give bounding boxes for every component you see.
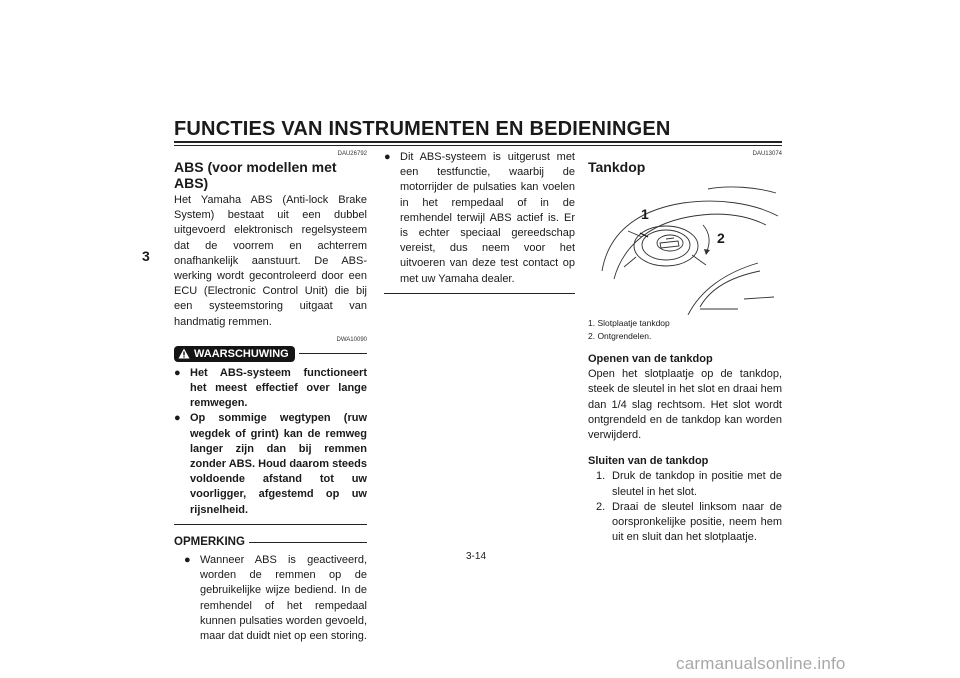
title-rule-thin [174, 145, 782, 146]
abs-intro: Het Yamaha ABS (Anti-lock Brake System) bestaat uit een dubbel uitgevoerd elektronisch regelsysteem dat de voorrem en achterrem onafhankelijk aanstuurt. De ABS-werking wordt gecontroleerd door een ECU (Electronic Control Unit) die bij een systeemstoring uitgaat van handmatig remmen. [174, 194, 367, 328]
note-item: ● Wanneer ABS is geactiveerd, worden de remmen op de gebruikelijke wijze bediend. In de remhendel of het rempedaal kunnen pulsaties worden gevoeld, maar dat duidt niet op een storing. [184, 554, 367, 643]
title-rule [174, 141, 782, 143]
warning-badge [174, 346, 295, 362]
warning-box [174, 336, 367, 525]
warning-end-rule [174, 524, 367, 525]
abs-heading: ABS (voor modellen met ABS) [174, 159, 337, 191]
note-list [174, 553, 367, 644]
column-left [174, 150, 367, 644]
open-heading: Openen van de tankdop [588, 353, 713, 365]
warning-header [174, 346, 367, 362]
warning-label: WAARSCHUWING [194, 347, 289, 360]
page-title: FUNCTIES VAN INSTRUMENTEN EN BEDIENINGEN [174, 118, 671, 140]
section-code: DAU13074 [752, 151, 782, 157]
note-header [174, 535, 367, 550]
page-number: 3-14 [466, 551, 487, 562]
note-list-continued [384, 150, 575, 287]
note-label: OPMERKING [174, 535, 245, 548]
fuel-tank-drawing [588, 181, 782, 315]
note-item: ● Dit ABS-systeem is uitgerust met een testfunctie, waarbij de motorrijder de pulsaties kan voelen in het rempedaal of in de remhendel terwijl ABS actief is. Er is echter speciaal gereedschap vereist, dus neem voor het uitvoeren van deze test contact op met uw Yamaha dealer. [384, 151, 575, 285]
warning-item: ● Het ABS-systeem functioneert het meest effectief over lange remwegen. [174, 366, 367, 410]
note-end-rule [384, 293, 575, 294]
caption-item: 1. Slotplaatje tankdop [588, 318, 670, 328]
figure-caption [588, 317, 782, 343]
figure-label-1: 1 [641, 206, 649, 222]
warning-list [174, 366, 367, 518]
close-step: 2. Draai de sleutel linksom naar de oorspronkelijke positie, neem hem uit en sluit dan het slotplaatje. [596, 500, 782, 544]
note-rule [249, 542, 367, 543]
close-steps [588, 469, 782, 545]
open-text: Open het slotplaatje op de tankdop, steek de sleutel in het slot en draai hem dan 1/4 slag rechtsom. Het slot wordt ontgrendeld en de tankdop kan worden verwijderd. [588, 368, 782, 442]
warning-item: ● Op sommige wegtypen (ruw wegdek of grint) kan de remweg langer zijn dan bij remmen zonder ABS. Houd daarom steeds voldoende afstand tot uw voorligger, afgestemd op uw rijsnelheid. [174, 412, 367, 516]
section-code: DAU26792 [337, 151, 367, 157]
bullet-icon: ● [174, 366, 181, 379]
bullet-icon: ● [174, 412, 181, 425]
watermark-link[interactable]: carmanualsonline.info [676, 654, 846, 673]
bullet-icon: ● [384, 151, 391, 163]
warning-code: DWA10090 [336, 336, 367, 343]
bullet-icon: ● [184, 554, 191, 567]
close-heading: Sluiten van de tankdop [588, 455, 709, 468]
tankdop-heading: Tankdop [588, 159, 646, 175]
warning-triangle-icon [178, 348, 190, 359]
fuel-cap-illustration [588, 181, 782, 315]
column-middle [384, 150, 575, 294]
warning-rule [299, 353, 367, 354]
chapter-tab[interactable]: 3 [142, 248, 150, 264]
caption-item: 2. Ontgrendelen. [588, 331, 652, 341]
column-right [588, 150, 782, 545]
figure-label-2: 2 [717, 230, 725, 246]
close-step: 1. Druk de tankdop in positie met de sleutel in het slot. [596, 470, 782, 498]
